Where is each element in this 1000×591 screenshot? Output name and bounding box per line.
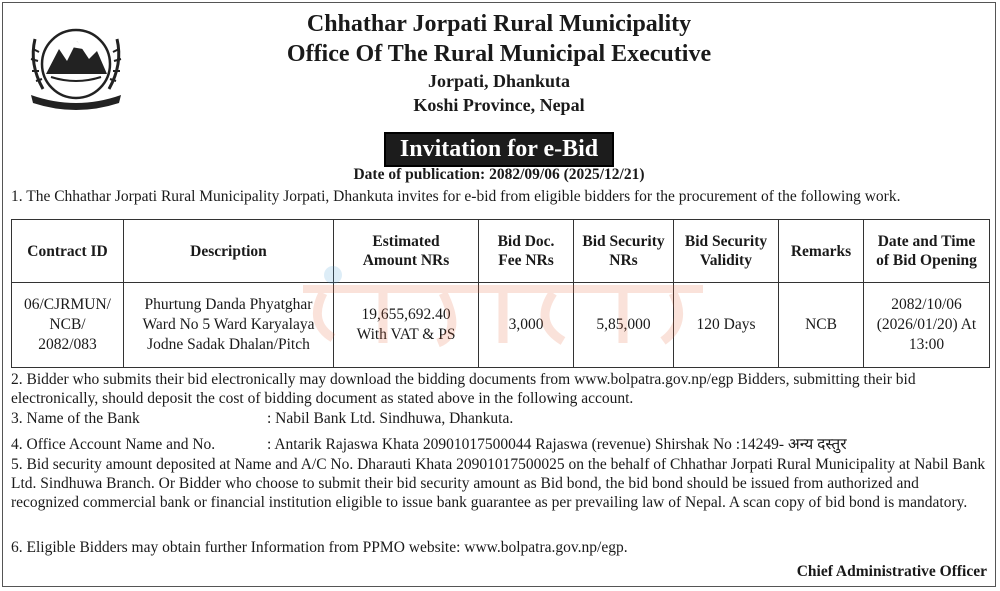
point-1: 1. The Chhathar Jorpati Rural Municipality Jorpati, Dhankuta invites for e-bid from eligible bidders for the procurement of the following work.	[11, 188, 901, 205]
publication-date: Date of publication: 2082/09/06 (2025/12/21)	[353, 166, 645, 183]
header-security: Bid Security NRs	[574, 220, 674, 283]
table-row	[12, 283, 990, 368]
header-amount: Estimated Amount NRs	[334, 220, 479, 283]
signature: Chief Administrative Officer	[796, 563, 987, 580]
cell-fee: 3,000	[479, 283, 574, 368]
office-name: Office Of The Rural Municipal Executive	[286, 41, 712, 67]
cell-security: 5,85,000	[574, 283, 674, 368]
cell-amount: 19,655,692.40 With VAT & PS	[334, 283, 479, 368]
header-fee: Bid Doc. Fee NRs	[479, 220, 574, 283]
header-opening: Date and Time of Bid Opening	[864, 220, 990, 283]
notice-title: Invitation for e-Bid	[384, 132, 614, 167]
cell-validity: 120 Days	[674, 283, 779, 368]
municipality-emblem	[21, 19, 131, 114]
point-2: 2. Bidder who submits their bid electronically may download the bidding documents from www.bolpatra.gov.np/egp Bidders, submitting their bid electronically, should deposit the cost of bidding document as stated above in the following account.	[11, 371, 916, 407]
bank-label: 3. Name of the Bank	[11, 410, 140, 427]
header-remarks: Remarks	[779, 220, 864, 283]
point-5: 5. Bid security amount deposited at Name and A/C No. Dharauti Khata 20901017500025 on the behalf of Chhathar Jorpati Rural Municipality at Nabil Bank Ltd. Sindhuwa Branch. Or Bidder who choose to submit their bid security amount as Bid bond, the bid bond should be issued from authorized and recognized commercial bank or financial institution eligible to issue bank guarantee as per prevailing law of Nepal. A scan copy of bid bond is mandatory.	[11, 456, 986, 511]
bank-value: : Nabil Bank Ltd. Sindhuwa, Dhankuta.	[267, 410, 514, 427]
point-6: 6. Eligible Bidders may obtain further Information from PPMO website: www.bolpatra.gov.np/egp.	[11, 539, 628, 556]
point-4	[11, 435, 847, 454]
cell-opening: 2082/10/06 (2026/01/20) At 13:00	[864, 283, 990, 368]
header-description: Description	[124, 220, 334, 283]
cell-description: Phurtung Danda Phyatghar Ward No 5 Ward Karyalaya Jodne Sadak Dhalan/Pitch	[124, 283, 334, 368]
account-label: 4. Office Account Name and No.	[11, 436, 216, 453]
cell-contract-id: 06/CJRMUN/ NCB/ 2082/083	[12, 283, 124, 368]
office-province: Koshi Province, Nepal	[413, 95, 585, 115]
header-validity: Bid Security Validity	[674, 220, 779, 283]
header	[133, 9, 865, 117]
office-location: Jorpati, Dhankuta	[427, 71, 571, 91]
municipality-name: Chhathar Jorpati Rural Municipality	[306, 11, 692, 37]
account-value: : Antarik Rajaswa Khata 20901017500044 Rajaswa (revenue) Shirshak No :14249- अन्य दस्तुर	[267, 436, 847, 453]
bid-notice	[2, 2, 996, 587]
cell-remarks: NCB	[779, 283, 864, 368]
bid-table	[11, 219, 990, 368]
table-header-row	[12, 220, 990, 283]
header-contract-id: Contract ID	[12, 220, 124, 283]
point-3	[11, 409, 513, 428]
